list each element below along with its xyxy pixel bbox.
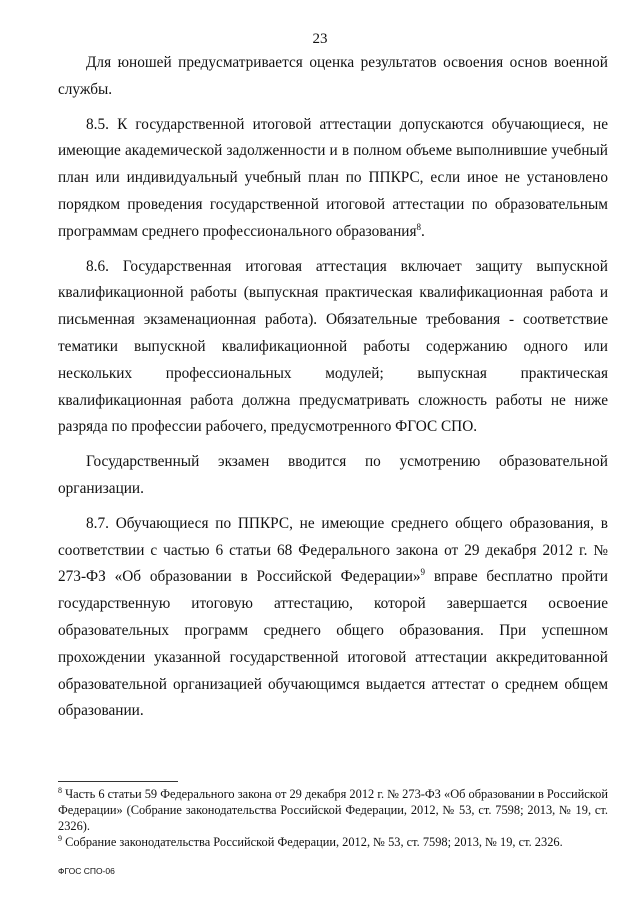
document-code: ФГОС СПО-06 <box>58 866 115 876</box>
footnote-ref-8: 8 <box>416 221 421 232</box>
paragraph-state-exam: Государственный экзамен вводится по усмотрению образовательной организации. <box>58 453 608 497</box>
footnotes <box>58 786 608 850</box>
footnote-8-marker: 8 <box>58 785 62 795</box>
paragraph-8-7-text-b: вправе бесплатно пройти государственную итоговую аттестацию, которой завершается освоение образовательных программ среднего общего образования. При успешном прохождении указанной государственной итоговой аттестации аккредитованной образовательной организацией обучающимся выдается аттестат о среднем общем образовании. <box>58 568 608 720</box>
footnote-divider <box>58 781 178 782</box>
paragraph-8-7 <box>58 511 608 725</box>
footnote-9-text: Собрание законодательства Российской Федерации, 2012, № 53, ст. 7598; 2013, № 19, ст. 2326. <box>62 835 563 849</box>
footnote-8-text: Часть 6 статьи 59 Федерального закона от 29 декабря 2012 г. № 273-ФЗ «Об образовании в Российской Федерации» (Собрание законодательства Российской Федерации, 2012, № 53, ст. 7598; 2013, № 19, ст. 2326). <box>58 787 608 833</box>
page-number: 23 <box>312 31 328 47</box>
paragraph-8-7-text-a: 8.7. Обучающиеся по ППКРС, не имеющие среднего общего образования, в соответствии с частью 6 статьи 68 Федерального закона от 29 декабря 2012 г. № 273-ФЗ «Об образовании в Российской Федерации» <box>58 514 608 586</box>
paragraph-8-5-text: 8.5. К государственной итоговой аттестации допускаются обучающиеся, не имеющие академической задолженности и в полном объеме выполнившие учебный план или индивидуальный учебный план по ППКРС, если иное не установлено порядком проведения государственной итоговой аттестации по образовательным программам среднего профессионального образования <box>58 115 608 240</box>
paragraph-8-6: 8.6. Государственная итоговая аттестация включает защиту выпускной квалификационной работы (выпускная практическая квалификационная работа и письменная экзаменационная работа). Обязательные требования - соответствие тематики выпускной квалификационной работы содержанию одного или нескольких профессиональных модулей; выпускная практическая квалификационная работа должна предусматривать сложность работы не ниже разряда по профессии рабочего, предусмотренного ФГОС СПО. <box>58 257 608 436</box>
footnote-9 <box>58 834 608 850</box>
paragraph-military-service: Для юношей предусматривается оценка результатов освоения основ военной службы. <box>58 54 608 98</box>
paragraph-8-5: 8.5. К государственной итоговой аттестации допускаются обучающиеся, не имеющие академической задолженности и в полном объеме выполнившие учебный план или индивидуальный учебный план по ППКРС, если иное не установлено порядком проведения государственной итоговой аттестации по образовательным программам среднего профессионального образования$^8$. <box>58 115 608 240</box>
footnote-ref-9: 9 <box>420 567 426 578</box>
footnote-8 <box>58 786 608 834</box>
footnote-9-marker: 9 <box>58 833 62 843</box>
body-text <box>58 50 608 733</box>
